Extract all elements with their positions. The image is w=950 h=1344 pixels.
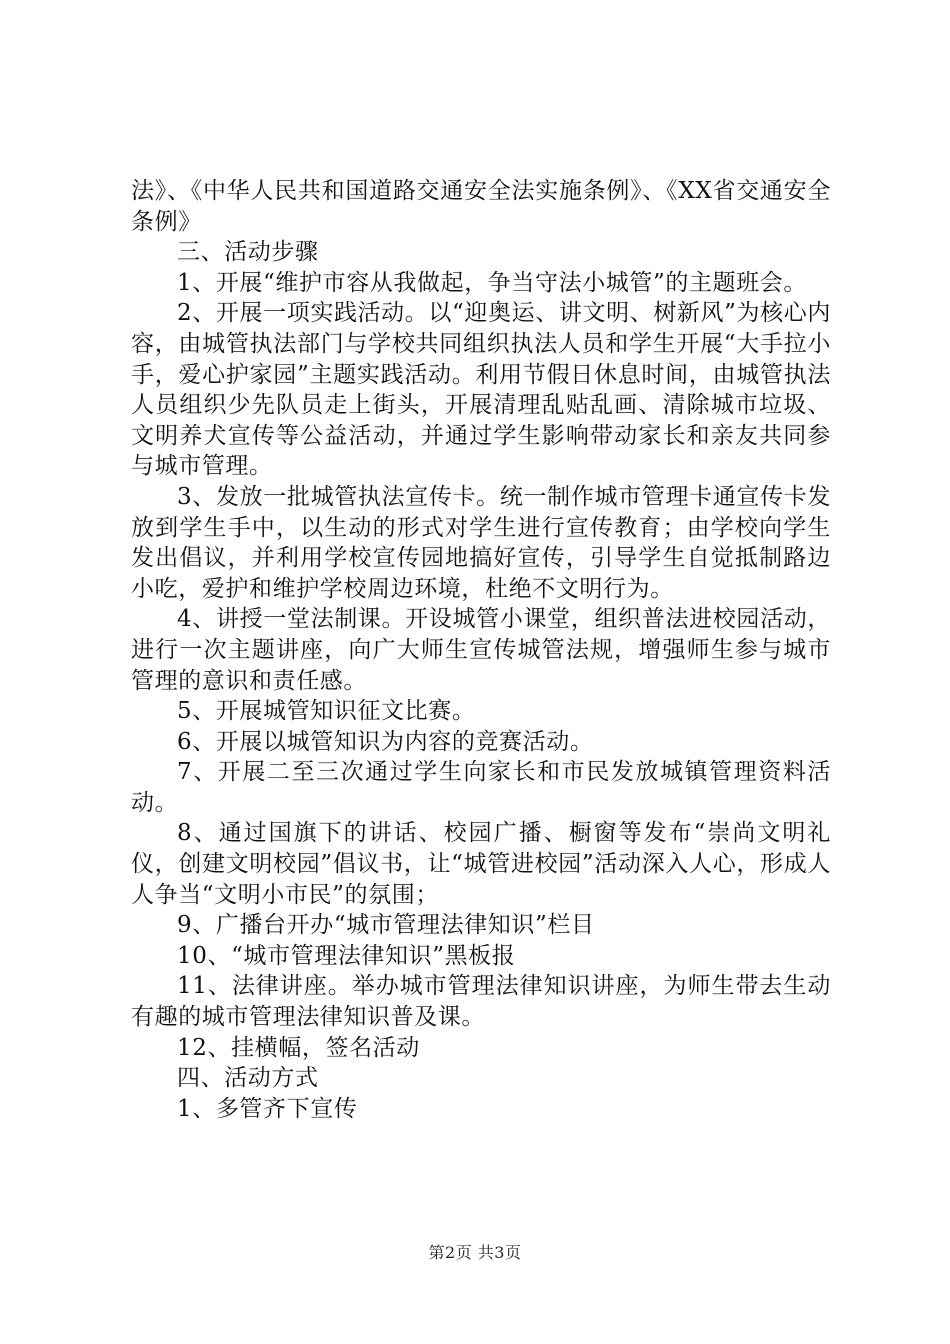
step-7-distribute-materials: 7、开展二至三次通过学生向家长和市民发放城镇管理资料活动。	[131, 759, 831, 816]
step-1-theme-class-meeting: 1、开展“维护市容从我做起，争当守法小城管”的主题班会。	[177, 269, 807, 296]
page-number-footer: 第2页 共3页	[428, 1243, 522, 1262]
step-10-blackboard-newspaper: 10、“城市管理法律知识”黑板报	[177, 942, 516, 969]
step-3-promotion-cards: 3、发放一批城管执法宣传卡。统一制作城市管理卡通宣传卡发放到学生手中，以生动的形式对学生进行宣传教育；由学校向学生发出倡议，并利用学校宣传园地搞好宣传，引导学生自觉抵制路边小吃，爱护和维护学校周边环境，杜绝不文明行为。	[131, 483, 831, 602]
step-9-radio-column: 9、广播台开办“城市管理法律知识”栏目	[177, 912, 595, 939]
step-11-legal-lecture: 11、法律讲座。举办城市管理法律知识讲座，为师生带去生动有趣的城市管理法律知识普及课。	[131, 973, 831, 1031]
document-body	[131, 176, 831, 1124]
section-heading-activity-methods: 四、活动方式	[177, 1065, 319, 1092]
section-heading-activity-steps: 三、活动步骤	[177, 239, 319, 266]
step-4-legal-class: 4、讲授一堂法制课。开设城管小课堂，组织普法进校园活动，进行一次主题讲座，向广大师生宣传城管法规，增强师生参与城市管理的意识和责任感。	[131, 606, 831, 694]
step-12-banner-signature: 12、挂横幅，签名活动	[177, 1034, 420, 1061]
step-8-civility-initiative: 8、通过国旗下的讲话、校园广播、橱窗等发布“崇尚文明礼仪，创建文明校园”倡议书，让“城管进校园”活动深入人心，形成人人争当“文明小市民”的氛围；	[131, 820, 831, 908]
step-6-knowledge-competition: 6、开展以城管知识为内容的竞赛活动。	[177, 728, 594, 755]
method-1-multi-channel-promotion: 1、多管齐下宣传	[177, 1095, 358, 1122]
step-2-practice-activity: 2、开展一项实践活动。以“迎奥运、讲文明、树新风”为核心内容，由城管执法部门与学校共同组织执法人员和学生开展“大手拉小手，爱心护家园”主题实践活动。利用节假日休息时间，由城管执法人员组织少先队员走上街头，开展清理乱贴乱画、清除城市垃圾、文明养犬宣传等公益活动，并通过学生影响带动家长和亲友共同参与城市管理。	[131, 300, 831, 480]
step-5-essay-contest: 5、开展城管知识征文比赛。	[177, 698, 476, 725]
paragraph-law-references: 法》、《中华人民共和国道路交通安全法实施条例》、《XX省交通安全条例》	[131, 178, 831, 235]
